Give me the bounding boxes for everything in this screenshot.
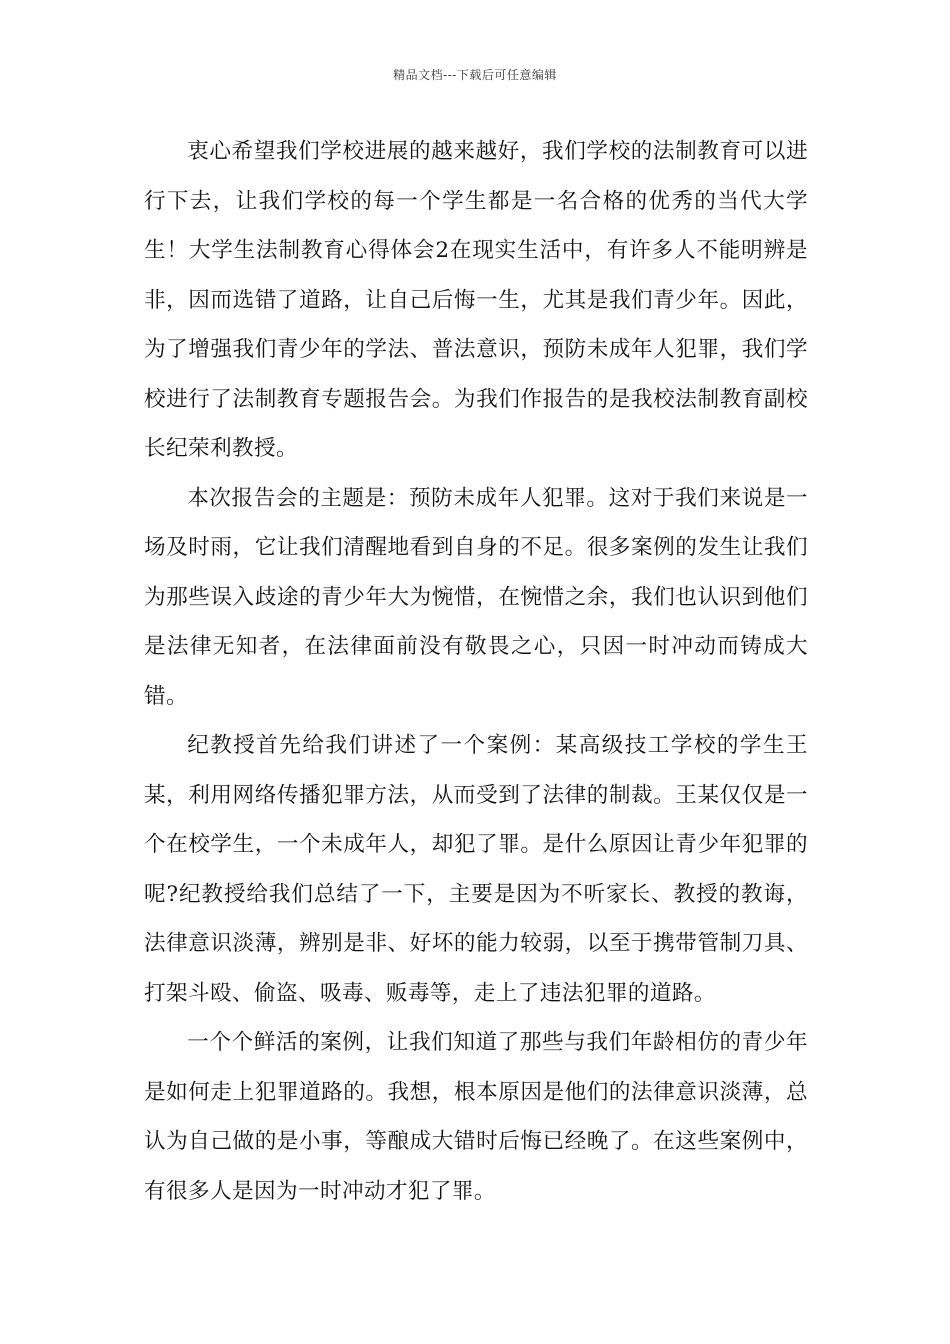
paragraph: 一个个鲜活的案例，让我们知道了那些与我们年龄相仿的青少年是如何走上犯罪道路的。我想，根本原因是他们的法律意识淡薄，总认为自己做的是小事，等酿成大错时后悔已经晚了。在这些案例中，有很多人是因为一时冲动才犯了罪。 bbox=[144, 1030, 808, 1204]
document-body bbox=[144, 127, 808, 1216]
paragraph: 纪教授首先给我们讲述了一个案例：某高级技工学校的学生王某，利用网络传播犯罪方法，从而受到了法律的制裁。王某仅仅是一个在校学生，一个未成年人，却犯了罪。是什么原因让青少年犯罪的呢?纪教授给我们总结了一下，主要是因为不听家长、教授的教诲，法律意识淡薄，辨别是非、好坏的能力较弱，以至于携带管制刀具、打架斗殴、偷盗、吸毒、贩毒等，走上了违法犯罪的道路。 bbox=[144, 733, 808, 1006]
paragraph: 本次报告会的主题是：预防未成年人犯罪。这对于我们来说是一场及时雨，它让我们清醒地看到自身的不足。很多案例的发生让我们为那些误入歧途的青少年大为惋惜，在惋惜之余，我们也认识到他们是法律无知者，在法律面前没有敬畏之心，只因一时冲动而铸成大错。 bbox=[144, 485, 808, 709]
paragraph: 衷心希望我们学校进展的越来越好，我们学校的法制教育可以进行下去，让我们学校的每一个学生都是一名合格的优秀的当代大学生！大学生法制教育心得体会2在现实生活中，有许多人不能明辨是非，因而选错了道路，让自己后悔一生，尤其是我们青少年。因此，为了增强我们青少年的学法、普法意识，预防未成年人犯罪，我们学校进行了法制教育专题报告会。为我们作报告的是我校法制教育副校长纪荣利教授。 bbox=[144, 139, 808, 461]
page-header: 精品文档---下载后可任意编辑 bbox=[393, 68, 557, 82]
